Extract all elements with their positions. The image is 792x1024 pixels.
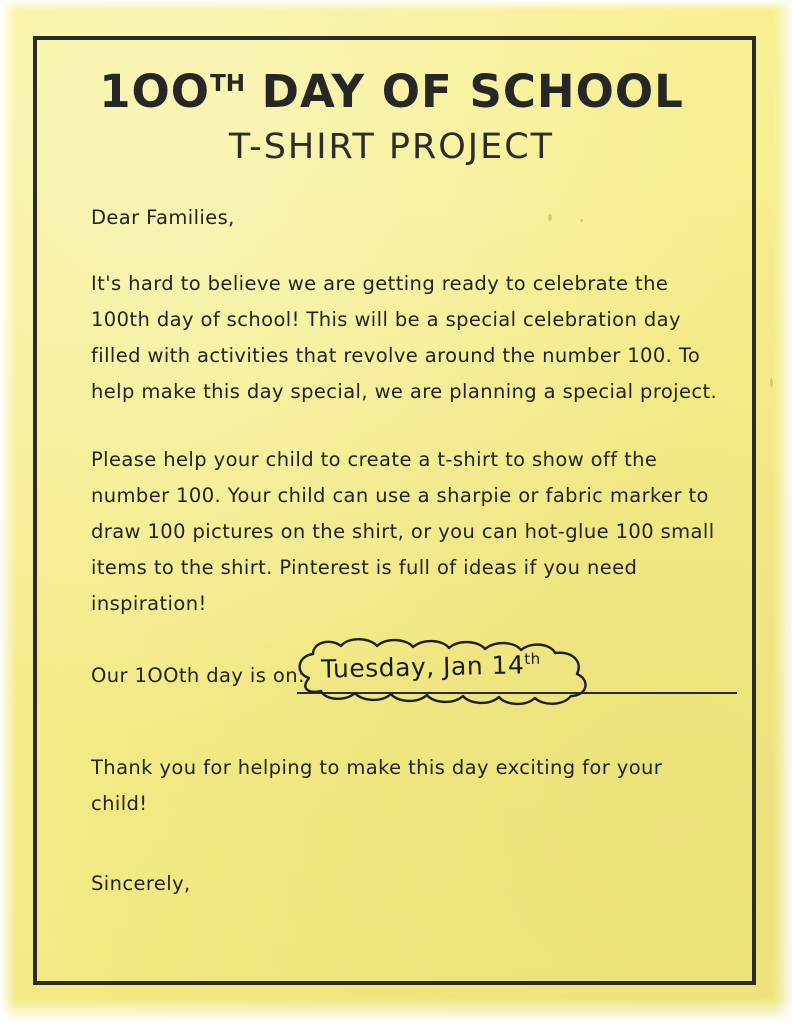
scan-edge-bottom [0, 998, 792, 1024]
scan-speck [770, 378, 773, 387]
scan-edge-top [0, 0, 792, 10]
title-ordinal-suffix: TH [210, 71, 246, 97]
title-number: 1OO [99, 65, 211, 118]
date-fill-in-row [91, 649, 720, 702]
page-subtitle: T-SHIRT PROJECT [228, 127, 555, 168]
title-rest: DAY OF SCHOOL [245, 65, 684, 118]
page-title [63, 65, 720, 118]
paragraph-1: It's hard to believe we are getting ready to celebrate the 100th day of school! This will be a special celebration day filled with activities that revolve around the number 100. To help make this day special, we are planning a special project. [91, 272, 718, 403]
closing-signoff: Sincerely, [91, 872, 191, 895]
date-line-label: Our 1OOth day is on: [91, 664, 305, 687]
closing-thanks: Thank you for helping to make this day exciting for your child! [91, 756, 663, 815]
handwritten-date-text: Tuesday, Jan 14 [320, 650, 525, 684]
salutation: Dear Families, [91, 206, 235, 229]
scan-edge-right [774, 0, 792, 1024]
letter-content [33, 36, 756, 985]
paragraph-2: Please help your child to create a t-shirt to show off the number 100. Your child can use a sharpie or fabric marker to draw 100 pictures on the shirt, or you can hot-glue 100 small items to the shirt. Pinterest is full of ideas if you need inspiration! [91, 448, 715, 615]
handwritten-date-suffix: th [524, 649, 541, 669]
scan-edge-left [0, 0, 16, 1024]
handwritten-date-value [321, 650, 541, 684]
